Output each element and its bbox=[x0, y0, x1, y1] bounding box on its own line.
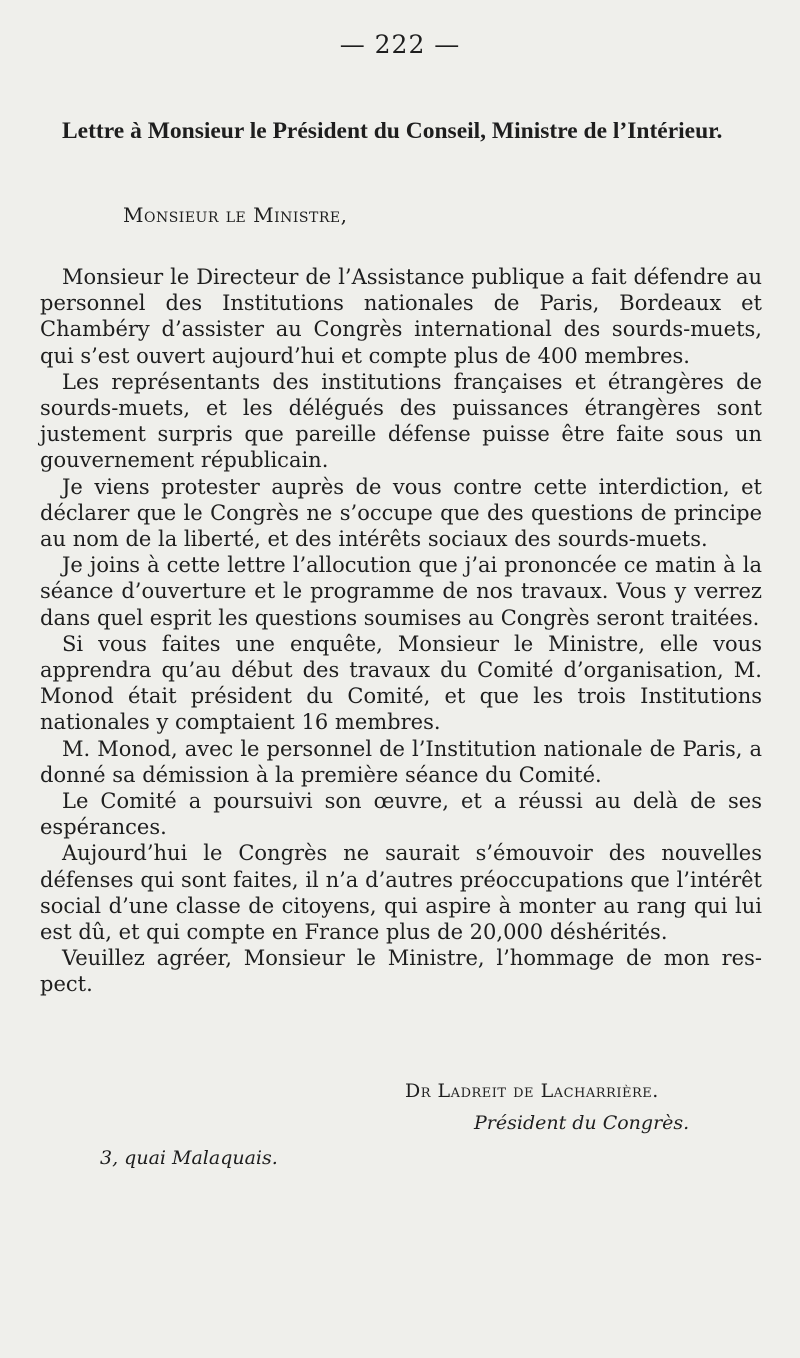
paragraph: Monsieur le Directeur de l’Assistance publique a fait défendre au personnel des Institutions nationales de Paris, Bordeaux et Chambéry d’assister au Congrès international des sourds-muets, qui s’est ouvert aujourd’hui et compte plus de 400 membres. bbox=[40, 265, 762, 368]
paragraph: Veuillez agréer, Monsieur le Ministre, l’hommage de mon respect. bbox=[40, 946, 762, 997]
letter-body bbox=[40, 264, 762, 998]
page-number: — 222 — bbox=[339, 30, 461, 59]
signature-title: Président du Congrès. bbox=[474, 1112, 690, 1134]
signature-name: Dr Ladreit de Lacharrière. bbox=[405, 1080, 659, 1102]
paragraph: Le Comité a poursuivi son œuvre, et a réussi au delà de ses espérances. bbox=[40, 789, 762, 840]
paragraph: Aujourd’hui le Congrès ne saurait s’émouvoir des nouvelles défenses qui sont faites, il n’a d’autres préoccupations que l’intérêt social d’une classe de citoyens, qui aspire à monter au rang qui lui est dû, et qui compte en France plus de 20,000 déshérités. bbox=[40, 841, 762, 945]
salutation: Monsieur le Ministre, bbox=[123, 203, 348, 227]
address: 3, quai Malaquais. bbox=[100, 1147, 278, 1169]
letter-heading: Lettre à Monsieur le Président du Conseil, Ministre de l’Intérieur. bbox=[62, 118, 723, 144]
paragraph: Je viens protester auprès de vous contre cette interdiction, et déclarer que le Congrès ne s’occupe que des questions de principe au nom de la liberté, et des intérêts sociaux des sourds-muets. bbox=[40, 474, 762, 552]
paragraph: Si vous faites une enquête, Monsieur le Ministre, elle vous apprendra qu’au début des travaux du Comité d’organisation, M. Monod était président du Comité, et que les trois Institutions nationales y comptaient 16 membres. bbox=[40, 631, 762, 735]
paragraph: Je joins à cette lettre l’allocution que j’ai prononcée ce matin à la séance d’ouverture et le programme de nos travaux. Vous y verrez dans quel esprit les questions soumises au Congrès seront traitées. bbox=[40, 553, 762, 630]
paragraph: Les représentants des institutions françaises et étrangères de sourds-muets, et les délégués des puissances étrangères sont justement surpris que pareille défense puisse être faite sous un gouvernement républicain. bbox=[40, 369, 762, 473]
paragraph: M. Monod, avec le personnel de l’Institution nationale de Paris, a donné sa démission à la première séance du Comité. bbox=[40, 736, 762, 787]
